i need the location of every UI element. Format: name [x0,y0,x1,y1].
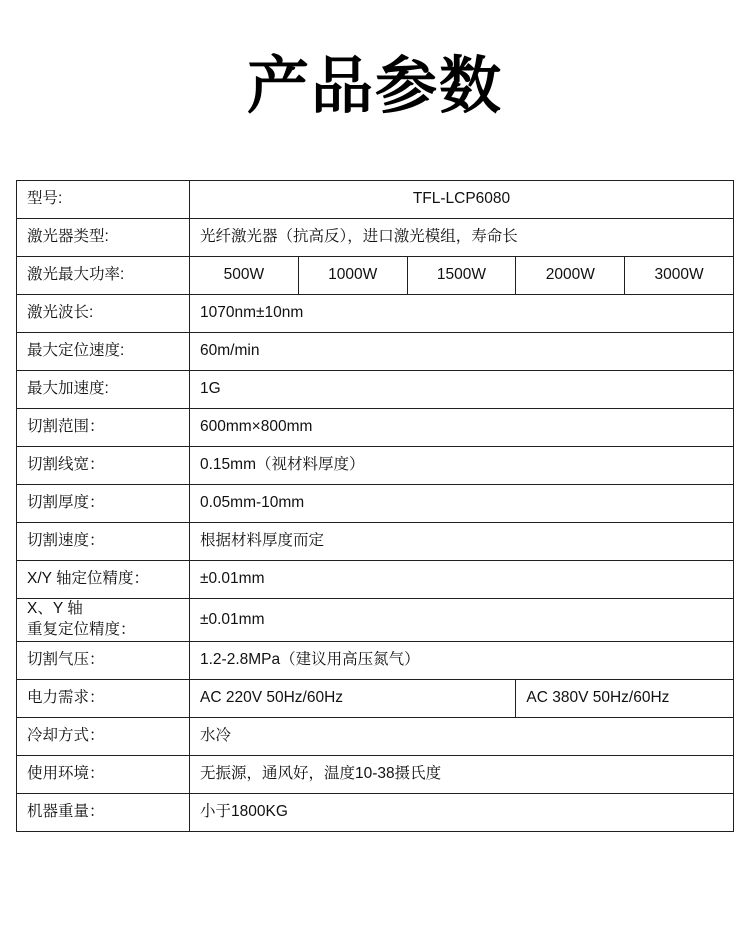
spec-table [16,180,734,832]
row-value: 光纤激光器（抗高反），进口激光模组，寿命长 [190,219,734,257]
table-row [17,295,734,333]
power-option: 1500W [407,257,516,295]
power-option: 2000W [516,257,625,295]
row-value: 0.05mm-10mm [190,485,734,523]
table-row [17,756,734,794]
table-row [17,219,734,257]
row-label [17,599,190,642]
power-option: 3000W [625,257,734,295]
table-row [17,561,734,599]
row-value: ±0.01mm [190,599,734,642]
table-row [17,333,734,371]
row-label: 冷却方式： [17,718,190,756]
table-row [17,485,734,523]
table-row [17,371,734,409]
power-option: 1000W [298,257,407,295]
row-label: 激光器类型: [17,219,190,257]
row-label: 切割速度： [17,523,190,561]
row-value: 0.15mm（视材料厚度） [190,447,734,485]
table-row [17,181,734,219]
row-value: TFL-LCP6080 [190,181,734,219]
row-label: 电力需求： [17,680,190,718]
row-value: 60m/min [190,333,734,371]
table-row [17,680,734,718]
row-value: 600mm×800mm [190,409,734,447]
power-option: 500W [190,257,299,295]
row-value: 水冷 [190,718,734,756]
table-row [17,642,734,680]
spec-table-wrapper [16,180,734,832]
row-value: 1.2-2.8MPa（建议用高压氮气） [190,642,734,680]
row-label: 最大定位速度: [17,333,190,371]
table-row [17,794,734,832]
page-title: 产品参数 [246,49,503,122]
row-label: 切割范围： [17,409,190,447]
table-row [17,599,734,642]
row-label: 机器重量： [17,794,190,832]
row-label: 切割线宽： [17,447,190,485]
row-value: ±0.01mm [190,561,734,599]
row-value-secondary: AC 380V 50Hz/60Hz [516,680,734,718]
row-value: 无振源，通风好，温度10-38摄氏度 [190,756,734,794]
table-row [17,257,734,295]
row-label: 型号: [17,181,190,219]
row-label: X/Y 轴定位精度： [17,561,190,599]
row-label: 切割厚度： [17,485,190,523]
row-label: 激光最大功率: [17,257,190,295]
table-row [17,409,734,447]
row-value: 根据材料厚度而定 [190,523,734,561]
table-row [17,523,734,561]
row-label: 使用环境： [17,756,190,794]
row-label-line2: 重复定位精度： [27,621,136,639]
row-label-line1: X、Y 轴 [27,600,83,618]
row-value: AC 220V 50Hz/60Hz [190,680,516,718]
table-row [17,718,734,756]
row-value: 1G [190,371,734,409]
row-label: 激光波长: [17,295,190,333]
row-value: 1070nm±10nm [190,295,734,333]
table-row [17,447,734,485]
row-label: 最大加速度: [17,371,190,409]
row-value: 小于1800KG [190,794,734,832]
row-label: 切割气压： [17,642,190,680]
